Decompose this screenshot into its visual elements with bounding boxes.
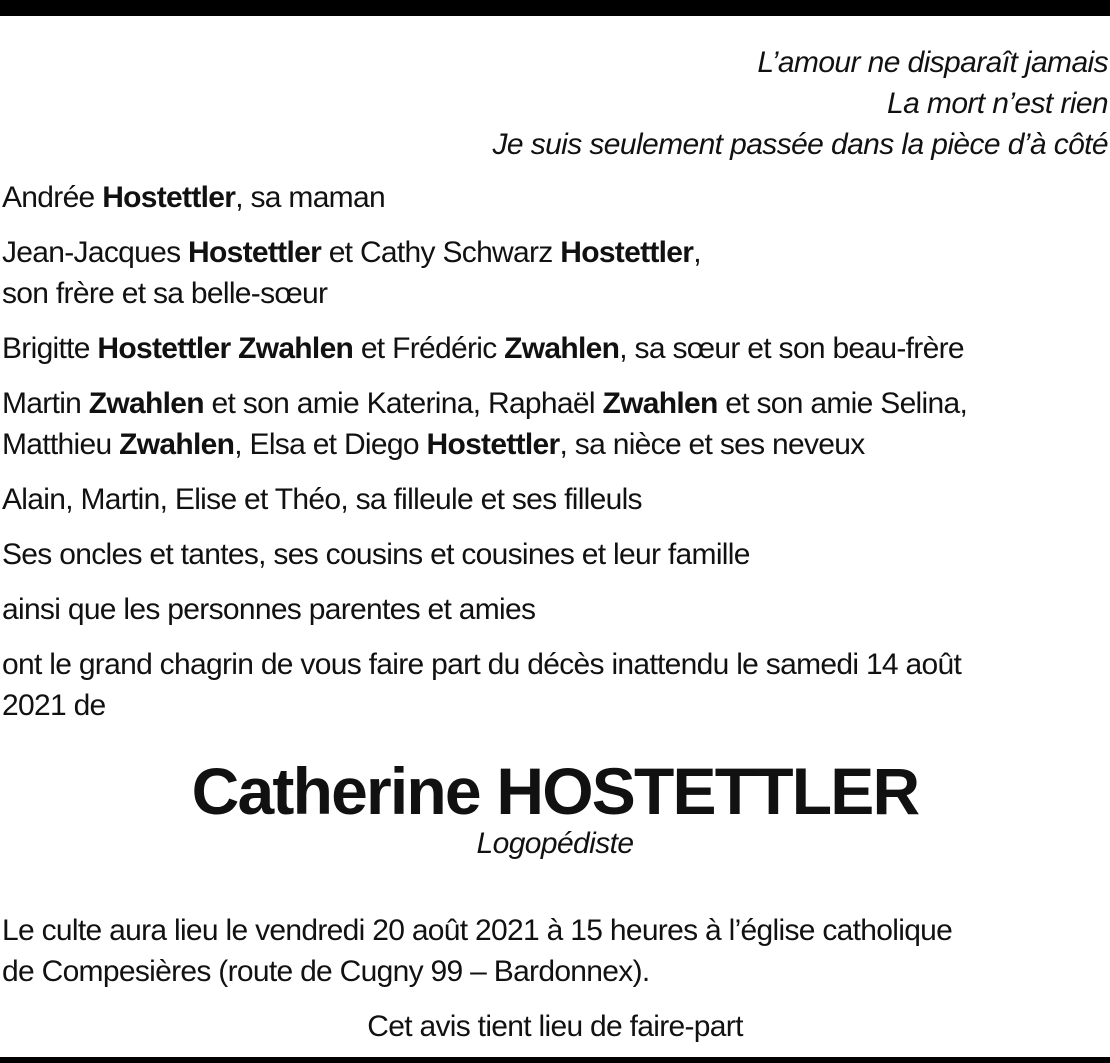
name-text: et Cathy Schwarz: [321, 236, 561, 269]
relation-text: , sa maman: [235, 181, 385, 214]
punctuation: ,: [693, 236, 701, 269]
surname: Hostettler: [102, 181, 236, 214]
given-name: Brigitte: [2, 332, 98, 365]
surname: Zwahlen: [602, 387, 718, 420]
family-line: [2, 424, 1108, 465]
surname: Zwahlen: [119, 428, 235, 461]
relation-text: , sa sœur et son beau-frère: [619, 332, 964, 365]
family-line: [2, 232, 1108, 273]
deceased-profession: Logopédiste: [476, 827, 634, 860]
top-rule: [0, 0, 1110, 16]
family-brother: [2, 232, 1108, 314]
given-name: Martin: [2, 387, 89, 420]
announcement-line: 2021 de: [2, 689, 106, 722]
service-line: de Compesières (route de Cugny 99 – Bardonnex).: [2, 955, 650, 988]
obituary-notice: [2, 42, 1108, 1047]
given-name: Andrée: [2, 181, 103, 214]
name-text: et son amie Katerina, Raphaël: [203, 387, 603, 420]
surname: Hostettler: [426, 428, 560, 461]
epigraph-line: L’amour ne disparaît jamais: [757, 46, 1108, 79]
bottom-rule: [0, 1057, 1110, 1063]
service-line: Le culte aura lieu le vendredi 20 août 2021 à 15 heures à l’église catholique: [2, 914, 953, 947]
family-mother: [2, 177, 1108, 218]
surname: Hostettler Zwahlen: [97, 332, 354, 365]
given-name: Jean-Jacques: [2, 236, 189, 269]
surname: Hostettler: [188, 236, 322, 269]
name-text: et son amie Selina,: [717, 387, 968, 420]
relation-text: son frère et sa belle-sœur: [2, 277, 328, 310]
family-nephews: [2, 383, 1108, 465]
surname: Hostettler: [560, 236, 694, 269]
announcement-line: ont le grand chagrin de vous faire part du décès inattendu le samedi 14 août: [2, 648, 962, 681]
given-name: Matthieu: [2, 428, 120, 461]
surname: Zwahlen: [88, 387, 204, 420]
service-info: [2, 910, 1108, 992]
deceased-block: [2, 756, 1108, 862]
closing-note: Cet avis tient lieu de faire-part: [367, 1010, 743, 1043]
family-friends: ainsi que les personnes parentes et amies: [2, 593, 536, 626]
epigraph-line: Je suis seulement passée dans la pièce d’à côté: [492, 128, 1108, 161]
name-text: et Frédéric: [353, 332, 505, 365]
name-text: , Elsa et Diego: [234, 428, 427, 461]
family-godchildren: Alain, Martin, Elise et Théo, sa filleule et ses filleuls: [2, 483, 642, 516]
family-line: [2, 383, 1108, 424]
relation-text: , sa nièce et ses neveux: [559, 428, 865, 461]
family-extended: Ses oncles et tantes, ses cousins et cousines et leur famille: [2, 538, 750, 571]
epigraph-line: La mort n’est rien: [887, 87, 1108, 120]
epigraph: [2, 42, 1108, 165]
deceased-name: Catherine HOSTETTLER: [191, 754, 919, 828]
family-sister: [2, 328, 1108, 369]
surname: Zwahlen: [504, 332, 620, 365]
announcement-text: [2, 644, 1108, 726]
